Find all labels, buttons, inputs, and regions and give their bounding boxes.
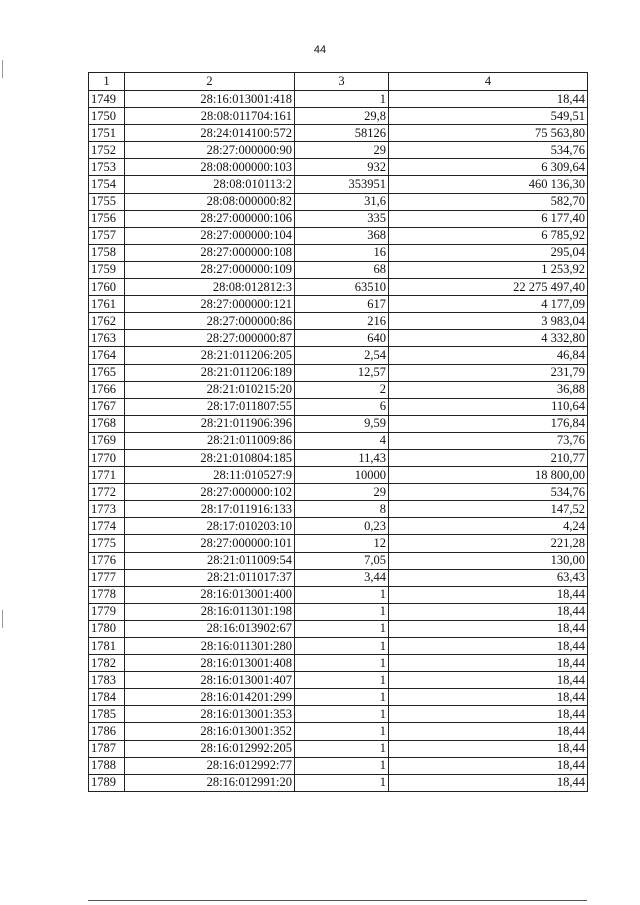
row-number: 1775 xyxy=(89,535,125,552)
cadastral-number: 28:27:000000:109 xyxy=(125,261,295,278)
cadastral-number: 28:27:000000:121 xyxy=(125,296,295,313)
cadastral-number: 28:16:013001:353 xyxy=(125,706,295,723)
area-value: 63510 xyxy=(295,279,389,296)
column-header-3: 3 xyxy=(295,73,389,91)
row-number: 1783 xyxy=(89,672,125,689)
amount-value: 130,00 xyxy=(389,552,588,569)
table-row xyxy=(89,108,588,125)
row-number: 1766 xyxy=(89,381,125,398)
table-row xyxy=(89,740,588,757)
row-number: 1752 xyxy=(89,142,125,159)
page-number: 44 xyxy=(313,44,327,56)
row-number: 1770 xyxy=(89,449,125,466)
area-value: 2,54 xyxy=(295,347,389,364)
cadastral-number: 28:16:012991:20 xyxy=(125,774,295,791)
table-row xyxy=(89,261,588,278)
table-row xyxy=(89,449,588,466)
table-row xyxy=(89,244,588,261)
amount-value: 231,79 xyxy=(389,364,588,381)
area-value: 29 xyxy=(295,142,389,159)
cadastral-number: 28:08:000000:82 xyxy=(125,193,295,210)
cadastral-number: 28:16:013001:400 xyxy=(125,586,295,603)
area-value: 9,59 xyxy=(295,415,389,432)
table-row xyxy=(89,638,588,655)
amount-value: 22 275 497,40 xyxy=(389,279,588,296)
cadastral-number: 28:17:010203:10 xyxy=(125,518,295,535)
row-number: 1774 xyxy=(89,518,125,535)
row-number: 1755 xyxy=(89,193,125,210)
amount-value: 75 563,80 xyxy=(389,125,588,142)
cadastral-number: 28:16:013001:352 xyxy=(125,723,295,740)
table-row xyxy=(89,706,588,723)
table-row xyxy=(89,467,588,484)
amount-value: 36,88 xyxy=(389,381,588,398)
area-value: 617 xyxy=(295,296,389,313)
area-value: 1 xyxy=(295,91,389,108)
table-row xyxy=(89,518,588,535)
cadastral-number: 28:16:014201:299 xyxy=(125,689,295,706)
table-body xyxy=(89,91,588,792)
row-number: 1763 xyxy=(89,330,125,347)
row-number: 1758 xyxy=(89,244,125,261)
row-number: 1788 xyxy=(89,757,125,774)
table-row xyxy=(89,586,588,603)
table-row xyxy=(89,569,588,586)
cadastral-number: 28:16:013001:408 xyxy=(125,655,295,672)
table-row xyxy=(89,432,588,449)
scan-edge-mark xyxy=(2,610,3,628)
row-number: 1761 xyxy=(89,296,125,313)
row-number: 1754 xyxy=(89,176,125,193)
amount-value: 18,44 xyxy=(389,723,588,740)
cadastral-number: 28:21:011009:54 xyxy=(125,552,295,569)
amount-value: 18,44 xyxy=(389,689,588,706)
area-value: 1 xyxy=(295,586,389,603)
amount-value: 3 983,04 xyxy=(389,313,588,330)
row-number: 1776 xyxy=(89,552,125,569)
cadastral-number: 28:16:013902:67 xyxy=(125,620,295,637)
cadastral-number: 28:27:000000:90 xyxy=(125,142,295,159)
cadastral-number: 28:27:000000:86 xyxy=(125,313,295,330)
area-value: 1 xyxy=(295,638,389,655)
area-value: 1 xyxy=(295,706,389,723)
area-value: 29 xyxy=(295,484,389,501)
amount-value: 18,44 xyxy=(389,706,588,723)
amount-value: 18,44 xyxy=(389,672,588,689)
row-number: 1767 xyxy=(89,398,125,415)
amount-value: 549,51 xyxy=(389,108,588,125)
cadastral-number: 28:21:011206:205 xyxy=(125,347,295,364)
row-number: 1773 xyxy=(89,501,125,518)
table-row xyxy=(89,723,588,740)
cadastral-number: 28:21:011906:396 xyxy=(125,415,295,432)
row-number: 1786 xyxy=(89,723,125,740)
cadastral-number: 28:21:010215:20 xyxy=(125,381,295,398)
table-row xyxy=(89,415,588,432)
amount-value: 4 332,80 xyxy=(389,330,588,347)
table-row xyxy=(89,279,588,296)
table-row xyxy=(89,501,588,518)
table-row xyxy=(89,313,588,330)
amount-value: 147,52 xyxy=(389,501,588,518)
area-value: 68 xyxy=(295,261,389,278)
amount-value: 4,24 xyxy=(389,518,588,535)
area-value: 31,6 xyxy=(295,193,389,210)
table-header-row xyxy=(89,73,588,91)
cadastral-number: 28:08:011704:161 xyxy=(125,108,295,125)
row-number: 1772 xyxy=(89,484,125,501)
table-row xyxy=(89,364,588,381)
table-row xyxy=(89,347,588,364)
area-value: 12 xyxy=(295,535,389,552)
amount-value: 18,44 xyxy=(389,740,588,757)
row-number: 1765 xyxy=(89,364,125,381)
amount-value: 210,77 xyxy=(389,449,588,466)
cadastral-number: 28:24:014100:572 xyxy=(125,125,295,142)
area-value: 8 xyxy=(295,501,389,518)
row-number: 1787 xyxy=(89,740,125,757)
table-row xyxy=(89,535,588,552)
area-value: 1 xyxy=(295,603,389,620)
amount-value: 460 136,30 xyxy=(389,176,588,193)
row-number: 1785 xyxy=(89,706,125,723)
amount-value: 18,44 xyxy=(389,757,588,774)
row-number: 1784 xyxy=(89,689,125,706)
area-value: 1 xyxy=(295,620,389,637)
row-number: 1779 xyxy=(89,603,125,620)
row-number: 1769 xyxy=(89,432,125,449)
area-value: 7,05 xyxy=(295,552,389,569)
table-row xyxy=(89,655,588,672)
row-number: 1768 xyxy=(89,415,125,432)
area-value: 1 xyxy=(295,655,389,672)
table-row xyxy=(89,125,588,142)
cadastral-number: 28:16:012992:77 xyxy=(125,757,295,774)
amount-value: 110,64 xyxy=(389,398,588,415)
cadastral-number: 28:21:011009:86 xyxy=(125,432,295,449)
table-row xyxy=(89,398,588,415)
amount-value: 46,84 xyxy=(389,347,588,364)
area-value: 1 xyxy=(295,740,389,757)
area-value: 4 xyxy=(295,432,389,449)
cadastral-number: 28:17:011916:133 xyxy=(125,501,295,518)
row-number: 1777 xyxy=(89,569,125,586)
row-number: 1771 xyxy=(89,467,125,484)
amount-value: 18,44 xyxy=(389,774,588,791)
amount-value: 18,44 xyxy=(389,603,588,620)
amount-value: 221,28 xyxy=(389,535,588,552)
area-value: 0,23 xyxy=(295,518,389,535)
cadastral-number: 28:21:010804:185 xyxy=(125,449,295,466)
amount-value: 582,70 xyxy=(389,193,588,210)
area-value: 1 xyxy=(295,672,389,689)
area-value: 216 xyxy=(295,313,389,330)
cadastral-number: 28:27:000000:106 xyxy=(125,210,295,227)
bottom-rule xyxy=(88,900,587,901)
column-header-1: 1 xyxy=(89,73,125,91)
amount-value: 18,44 xyxy=(389,91,588,108)
row-number: 1759 xyxy=(89,261,125,278)
table-row xyxy=(89,227,588,244)
table-row xyxy=(89,774,588,791)
cadastral-number: 28:27:000000:108 xyxy=(125,244,295,261)
column-header-2: 2 xyxy=(125,73,295,91)
area-value: 16 xyxy=(295,244,389,261)
amount-value: 18,44 xyxy=(389,620,588,637)
table-row xyxy=(89,210,588,227)
table-row xyxy=(89,159,588,176)
cadastral-number: 28:21:011017:37 xyxy=(125,569,295,586)
amount-value: 73,76 xyxy=(389,432,588,449)
area-value: 932 xyxy=(295,159,389,176)
cadastral-number: 28:27:000000:104 xyxy=(125,227,295,244)
area-value: 29,8 xyxy=(295,108,389,125)
row-number: 1753 xyxy=(89,159,125,176)
area-value: 12,57 xyxy=(295,364,389,381)
row-number: 1751 xyxy=(89,125,125,142)
cadastral-number: 28:16:013001:407 xyxy=(125,672,295,689)
row-number: 1781 xyxy=(89,638,125,655)
scan-edge-mark xyxy=(2,60,3,78)
amount-value: 534,76 xyxy=(389,484,588,501)
area-value: 11,43 xyxy=(295,449,389,466)
row-number: 1756 xyxy=(89,210,125,227)
amount-value: 1 253,92 xyxy=(389,261,588,278)
table-row xyxy=(89,484,588,501)
cadastral-number: 28:16:011301:280 xyxy=(125,638,295,655)
row-number: 1789 xyxy=(89,774,125,791)
row-number: 1762 xyxy=(89,313,125,330)
table-row xyxy=(89,296,588,313)
registry-table xyxy=(88,72,588,792)
table-row xyxy=(89,552,588,569)
area-value: 3,44 xyxy=(295,569,389,586)
column-header-4: 4 xyxy=(389,73,588,91)
amount-value: 295,04 xyxy=(389,244,588,261)
cadastral-number: 28:16:012992:205 xyxy=(125,740,295,757)
amount-value: 18 800,00 xyxy=(389,467,588,484)
cadastral-number: 28:27:000000:101 xyxy=(125,535,295,552)
area-value: 10000 xyxy=(295,467,389,484)
row-number: 1778 xyxy=(89,586,125,603)
area-value: 2 xyxy=(295,381,389,398)
cadastral-number: 28:17:011807:55 xyxy=(125,398,295,415)
row-number: 1780 xyxy=(89,620,125,637)
amount-value: 63,43 xyxy=(389,569,588,586)
area-value: 1 xyxy=(295,774,389,791)
area-value: 1 xyxy=(295,757,389,774)
area-value: 1 xyxy=(295,689,389,706)
area-value: 335 xyxy=(295,210,389,227)
table-row xyxy=(89,689,588,706)
cadastral-number: 28:08:010113:2 xyxy=(125,176,295,193)
amount-value: 6 177,40 xyxy=(389,210,588,227)
cadastral-number: 28:27:000000:87 xyxy=(125,330,295,347)
amount-value: 18,44 xyxy=(389,586,588,603)
table-row xyxy=(89,757,588,774)
area-value: 6 xyxy=(295,398,389,415)
table-row xyxy=(89,176,588,193)
cadastral-number: 28:08:000000:103 xyxy=(125,159,295,176)
area-value: 58126 xyxy=(295,125,389,142)
amount-value: 6 309,64 xyxy=(389,159,588,176)
amount-value: 18,44 xyxy=(389,638,588,655)
amount-value: 534,76 xyxy=(389,142,588,159)
row-number: 1750 xyxy=(89,108,125,125)
row-number: 1764 xyxy=(89,347,125,364)
amount-value: 18,44 xyxy=(389,655,588,672)
cadastral-number: 28:16:013001:418 xyxy=(125,91,295,108)
row-number: 1760 xyxy=(89,279,125,296)
table-row xyxy=(89,193,588,210)
amount-value: 6 785,92 xyxy=(389,227,588,244)
table-row xyxy=(89,620,588,637)
table-row xyxy=(89,381,588,398)
table-row xyxy=(89,603,588,620)
area-value: 368 xyxy=(295,227,389,244)
cadastral-number: 28:21:011206:189 xyxy=(125,364,295,381)
table-row xyxy=(89,91,588,108)
table-row xyxy=(89,142,588,159)
area-value: 1 xyxy=(295,723,389,740)
table-row xyxy=(89,672,588,689)
area-value: 640 xyxy=(295,330,389,347)
cadastral-number: 28:16:011301:198 xyxy=(125,603,295,620)
amount-value: 176,84 xyxy=(389,415,588,432)
table-row xyxy=(89,330,588,347)
row-number: 1782 xyxy=(89,655,125,672)
cadastral-number: 28:11:010527:9 xyxy=(125,467,295,484)
amount-value: 4 177,09 xyxy=(389,296,588,313)
row-number: 1757 xyxy=(89,227,125,244)
row-number: 1749 xyxy=(89,91,125,108)
cadastral-number: 28:08:012812:3 xyxy=(125,279,295,296)
cadastral-number: 28:27:000000:102 xyxy=(125,484,295,501)
area-value: 353951 xyxy=(295,176,389,193)
